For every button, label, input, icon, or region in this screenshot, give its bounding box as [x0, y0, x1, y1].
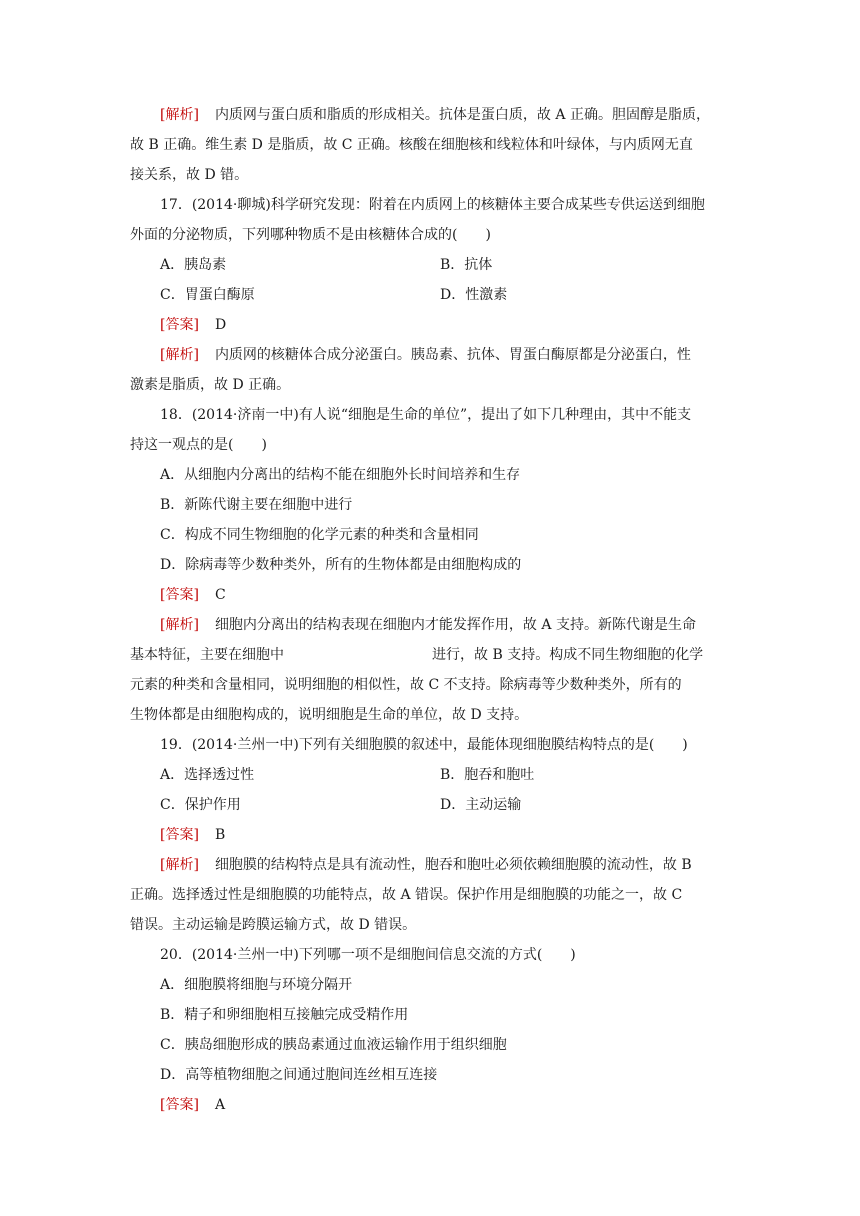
question-19-analysis-2: 正确。选择透过性是细胞膜的功能特点，故 A 错误。保护作用是细胞膜的功能之一，故 C	[130, 887, 683, 903]
question-20-answer	[130, 1090, 732, 1120]
question-18-stem-1: 18．(2014·济南一中)有人说“细胞是生命的单位”，提出了如下几种理由，其中不能支	[160, 407, 692, 423]
answer-tag: [答案]	[160, 1097, 199, 1113]
option-d: D．性激素	[440, 287, 508, 303]
option-b: B．抗体	[440, 257, 493, 273]
question-18-analysis-2	[130, 640, 732, 670]
option-c: C．胰岛细胞形成的胰岛素通过血液运输作用于组织细胞	[160, 1037, 507, 1053]
question-17-analysis-2: 激素是脂质，故 D 正确。	[130, 377, 291, 393]
analysis-16-line-1	[130, 100, 732, 130]
question-17-stem-2: 外面的分泌物质，下列哪种物质不是由核糖体合成的( )	[130, 227, 491, 243]
question-18-stem-2: 持这一观点的是( )	[130, 437, 267, 453]
option-a: A．从细胞内分离出的结构不能在细胞外长时间培养和生存	[160, 467, 521, 483]
question-20-stem-1: 20．(2014·兰州一中)下列哪一项不是细胞间信息交流的方式( )	[160, 947, 576, 963]
question-18-answer	[130, 580, 732, 610]
question-19-analysis-3: 错误。主动运输是跨膜运输方式，故 D 错误。	[130, 917, 417, 933]
option-c: C．构成不同生物细胞的化学元素的种类和含量相同	[160, 527, 479, 543]
analysis-text: 基本特征，主要在细胞中	[130, 647, 284, 663]
answer-value: C	[214, 587, 226, 603]
analysis-tag: [解析]	[160, 857, 199, 873]
question-19-analysis-1	[130, 850, 732, 880]
answer-tag: [答案]	[160, 827, 199, 843]
question-17-answer	[130, 310, 732, 340]
question-17-options-row-2	[130, 280, 732, 310]
answer-tag: [答案]	[160, 317, 199, 333]
question-17-analysis-1	[130, 340, 732, 370]
question-19-answer	[130, 820, 732, 850]
analysis-tag: [解析]	[160, 107, 199, 123]
option-d: D．主动运输	[440, 797, 522, 813]
analysis-text: 进行，故 B 支持。构成不同生物细胞的化学	[432, 647, 704, 663]
option-b: B．胞吞和胞吐	[440, 767, 535, 783]
analysis-text: 内质网与蛋白质和脂质的形成相关。抗体是蛋白质，故 A 正确。胆固醇是脂质，	[214, 107, 710, 123]
analysis-tag: [解析]	[160, 347, 199, 363]
question-18-analysis-1	[130, 610, 732, 640]
analysis-16-line-2: 故 B 正确。维生素 D 是脂质，故 C 正确。核酸在细胞核和线粒体和叶绿体，与内质网无直	[130, 137, 693, 153]
option-a: A．选择透过性	[160, 767, 255, 783]
analysis-text: 内质网的核糖体合成分泌蛋白。胰岛素、抗体、胃蛋白酶原都是分泌蛋白，性	[214, 347, 691, 363]
question-19-stem-1: 19．(2014·兰州一中)下列有关细胞膜的叙述中，最能体现细胞膜结构特点的是( )	[160, 737, 688, 753]
page-content	[130, 100, 732, 1120]
option-b: B．精子和卵细胞相互接触完成受精作用	[160, 1007, 409, 1023]
option-d: D．除病毒等少数种类外，所有的生物体都是由细胞构成的	[160, 557, 522, 573]
option-c: C．胃蛋白酶原	[160, 287, 255, 303]
question-17-options-row-1	[130, 250, 732, 280]
analysis-16-line-3: 接关系，故 D 错。	[130, 167, 249, 183]
question-18-analysis-4: 生物体都是由细胞构成的，说明细胞是生命的单位，故 D 支持。	[130, 707, 529, 723]
question-19-options-row-1	[130, 760, 732, 790]
option-d: D．高等植物细胞之间通过胞间连丝相互连接	[160, 1067, 438, 1083]
option-a: A．细胞膜将细胞与环境分隔开	[160, 977, 353, 993]
question-19-options-row-2	[130, 790, 732, 820]
analysis-tag: [解析]	[160, 617, 199, 633]
analysis-text: 细胞膜的结构特点是具有流动性，胞吞和胞吐必须依赖细胞膜的流动性，故 B	[214, 857, 692, 873]
question-18-analysis-3: 元素的种类和含量相同，说明细胞的相似性，故 C 不支持。除病毒等少数种类外，所有的	[130, 677, 682, 693]
option-b: B．新陈代谢主要在细胞中进行	[160, 497, 353, 513]
answer-value: D	[214, 317, 227, 333]
answer-value: A	[214, 1097, 226, 1113]
analysis-text: 细胞内分离出的结构表现在细胞内才能发挥作用，故 A 支持。新陈代谢是生命	[214, 617, 696, 633]
option-a: A．胰岛素	[160, 257, 227, 273]
option-c: C．保护作用	[160, 797, 241, 813]
answer-value: B	[214, 827, 226, 843]
answer-tag: [答案]	[160, 587, 199, 603]
question-17-stem-1: 17．(2014·聊城)科学研究发现：附着在内质网上的核糖体主要合成某些专供运送到细胞	[160, 197, 705, 213]
